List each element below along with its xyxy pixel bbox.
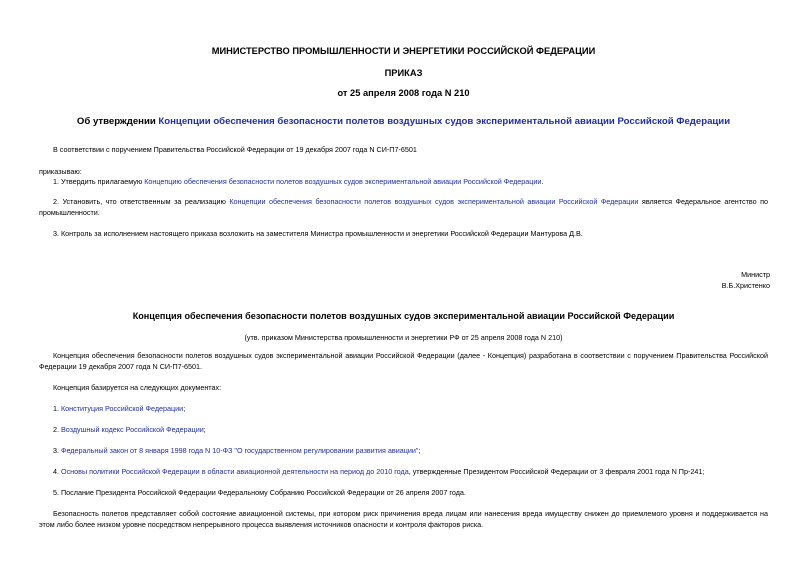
- order-title-prefix: Об утверждении: [76, 116, 159, 127]
- concept-doc-4-num: 4.: [53, 467, 61, 476]
- concept-doc-2-link[interactable]: Воздушный кодекс Российской Федерации: [61, 425, 204, 434]
- concept-doc-4-link[interactable]: Основы политики Российской Федерации в области авиационной деятельности на период до 2010 года: [61, 467, 409, 476]
- concept-doc-4: [53, 467, 704, 478]
- concept-doc-1-suffix: ;: [183, 404, 186, 413]
- intro-paragraph: В соответствии с поручением Правительства Российской Федерации от 19 декабря 2007 года N СИ-П7-6501: [53, 145, 417, 154]
- concept-doc-1-link[interactable]: Конституция Российской Федерации: [61, 404, 184, 413]
- concept-doc-3-link[interactable]: Федеральный закон от 8 января 1998 года N 10-ФЗ "О государственном регулировании развития авиации": [61, 446, 419, 455]
- order-item-1: [53, 177, 543, 188]
- concept-doc-3-suffix: ;: [418, 446, 421, 455]
- ministry-heading: МИНИСТЕРСТВО ПРОМЫШЛЕННОСТИ И ЭНЕРГЕТИКИ РОССИЙСКОЙ ФЕДЕРАЦИИ: [211, 46, 596, 56]
- concept-doc-2-suffix: ;: [203, 425, 206, 434]
- signature-position: Министр: [741, 270, 770, 279]
- order-item-3: 3. Контроль за исполнением настоящего приказа возложить на заместителя Министра промышленности и энергетики Российской Федерации Мантурова Д.В.: [53, 229, 583, 238]
- order-title: [0, 116, 807, 127]
- concept-paragraph-1: Концепция обеспечения безопасности полетов воздушных судов экспериментальной авиации Российской Федерации (далее - Концепция) разработана в соответствии с поручением Правительства Российской Федерации 19 декабря 2007 года N СИ-П7-6501.: [39, 351, 768, 371]
- concept-title: Концепция обеспечения безопасности полетов воздушных судов экспериментальной авиации Российской Федерации: [132, 311, 675, 321]
- order-item-1-link[interactable]: Концепцию обеспечения безопасности полетов воздушных судов экспериментальной авиации Российской Федерации: [144, 177, 542, 186]
- date-number-heading: от 25 апреля 2008 года N 210: [337, 88, 470, 98]
- concept-approved-note: (утв. приказом Министерства промышленности и энергетики РФ от 25 апреля 2008 года N 210): [244, 333, 563, 342]
- concept-safety-paragraph: Безопасность полетов представляет собой состояние авиационной системы, при котором риск причинения вреда лицам или нанесения вреда имуществу снижен до приемлемого уровня и поддерживается на этом либо более низком уровне посредством непрерывного процесса выявления источников опасности и контроля факторов риска.: [39, 509, 768, 529]
- concept-based-on: Концепция базируется на следующих документах:: [53, 383, 222, 392]
- order-item-1-prefix: 1. Утвердить прилагаемую: [53, 177, 145, 186]
- concept-doc-3-num: 3.: [53, 446, 61, 455]
- doc-type-heading: ПРИКАЗ: [384, 68, 423, 78]
- concept-doc-4-suffix: , утвержденные Президентом Российской Федерации от 3 февраля 2001 года N Пр-241;: [408, 467, 705, 476]
- concept-doc-3: [53, 446, 420, 457]
- orders-word: приказываю:: [39, 167, 82, 176]
- concept-doc-1-num: 1.: [53, 404, 61, 413]
- concept-doc-5: 5. Послание Президента Российской Федерации Федеральному Собранию Российской Федерации от 26 апреля 2007 года.: [53, 488, 466, 497]
- order-item-1-suffix: .: [541, 177, 544, 186]
- concept-doc-2: [53, 425, 206, 436]
- concept-doc-2-num: 2.: [53, 425, 61, 434]
- order-item-2: [39, 197, 768, 218]
- concept-doc-1: [53, 404, 185, 415]
- signature-name: В.Б.Христенко: [721, 281, 770, 290]
- order-item-2-suffix: является Федеральное агентство по промышленности.: [39, 197, 768, 217]
- order-item-2-prefix: 2. Установить, что ответственным за реализацию: [53, 197, 230, 206]
- order-item-2-link[interactable]: Концепции обеспечения безопасности полетов воздушных судов экспериментальной авиации Российской Федерации: [229, 197, 639, 206]
- order-title-link[interactable]: Концепции обеспечения безопасности полетов воздушных судов экспериментальной авиации Российской Федерации: [158, 116, 731, 127]
